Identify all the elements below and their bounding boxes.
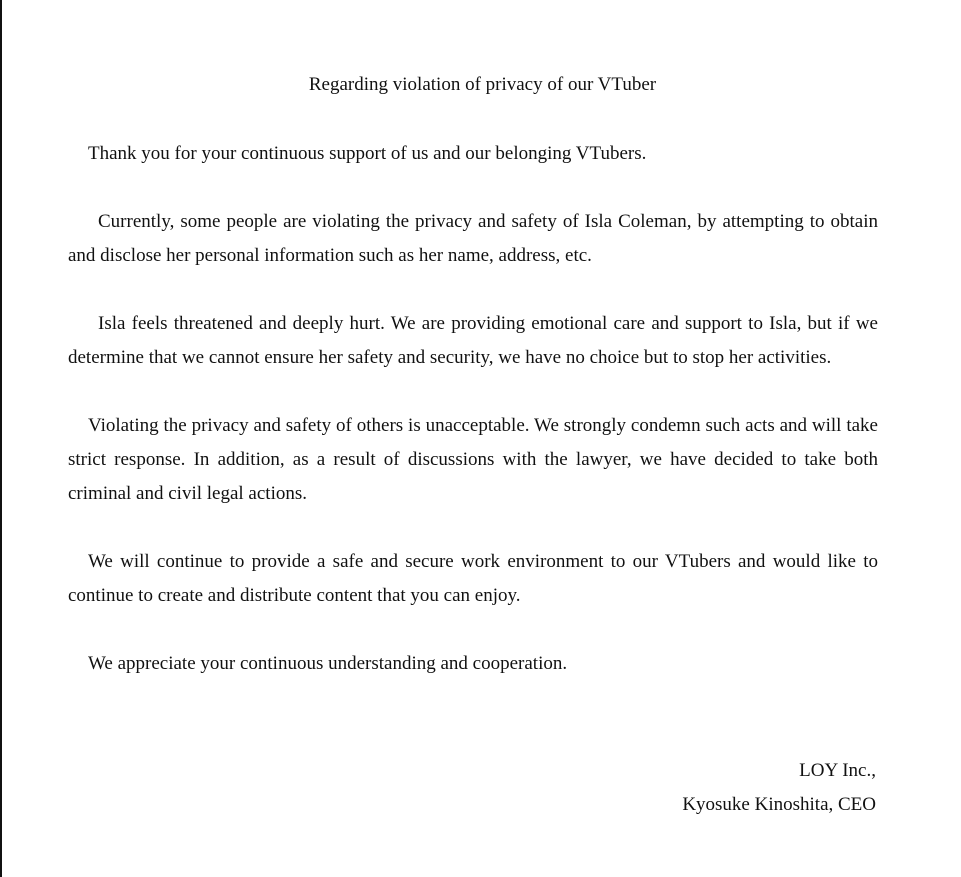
signer-name: Kyosuke Kinoshita, CEO [682,794,876,815]
paragraph-safe-environment: We will continue to provide a safe and secure work environment to our VTubers and would like to continue to create and distribute content that you can enjoy. [68,551,878,606]
paragraph-emotional-care: Isla feels threatened and deeply hurt. We are providing emotional care and support to Isla, but if we determine that we cannot ensure her safety and security, we have no choice but to stop her activities. [68,313,878,368]
paragraph-legal-action: Violating the privacy and safety of others is unacceptable. We strongly condemn such acts and will take strict response. In addition, as a result of discussions with the lawyer, we have decided to take both criminal and civil legal actions. [68,415,878,504]
document-title: Regarding violation of privacy of our VTuber [308,74,657,95]
company-name: LOY Inc., [799,760,876,781]
document-body [68,137,878,715]
paragraph-privacy-violation: Currently, some people are violating the privacy and safety of Isla Coleman, by attempting to obtain and disclose her personal information such as her name, address, etc. [68,211,878,266]
paragraph-thanks: Thank you for your continuous support of us and our belonging VTubers. [88,143,647,164]
signature-block [682,754,876,822]
paragraph-appreciation: We appreciate your continuous understanding and cooperation. [88,653,568,674]
